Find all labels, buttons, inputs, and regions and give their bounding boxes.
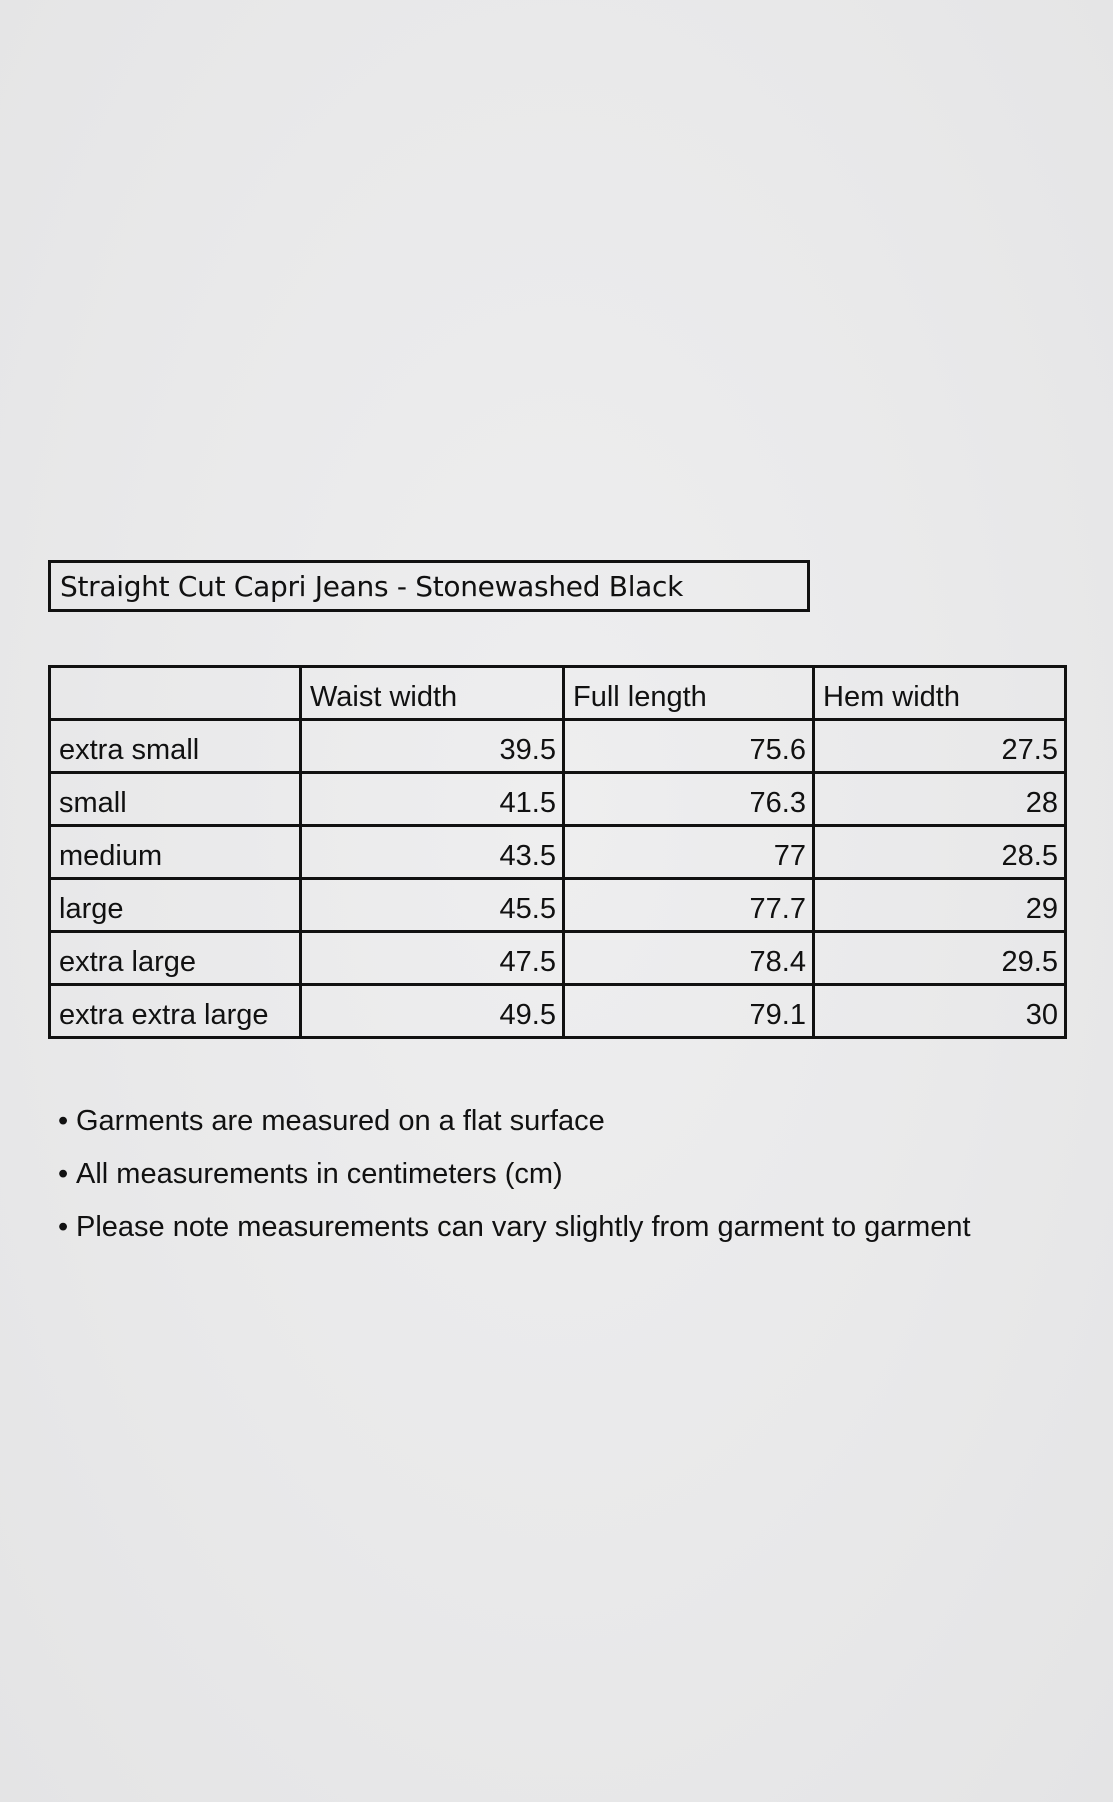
hem-value: 29.5	[814, 932, 1066, 985]
size-label: small	[50, 773, 301, 826]
hem-value: 28.5	[814, 826, 1066, 879]
length-value: 77.7	[564, 879, 814, 932]
table-row	[50, 720, 1066, 773]
size-label: extra extra large	[50, 985, 301, 1038]
table-row	[50, 773, 1066, 826]
waist-value: 39.5	[301, 720, 564, 773]
hem-value: 30	[814, 985, 1066, 1038]
note-item	[58, 1148, 971, 1201]
table-row	[50, 879, 1066, 932]
waist-value: 49.5	[301, 985, 564, 1038]
size-chart-table	[48, 665, 1067, 1039]
waist-value: 43.5	[301, 826, 564, 879]
length-value: 77	[564, 826, 814, 879]
waist-value: 41.5	[301, 773, 564, 826]
waist-value: 47.5	[301, 932, 564, 985]
table-row	[50, 985, 1066, 1038]
note-text: Please note measurements can vary slightly from garment to garment	[76, 1211, 971, 1243]
header-waist-width: Waist width	[301, 667, 564, 720]
product-title: Straight Cut Capri Jeans - Stonewashed Black	[48, 560, 810, 612]
hem-value: 28	[814, 773, 1066, 826]
header-hem-width: Hem width	[814, 667, 1066, 720]
header-full-length: Full length	[564, 667, 814, 720]
table-header-row	[50, 667, 1066, 720]
size-label: extra large	[50, 932, 301, 985]
hem-value: 29	[814, 879, 1066, 932]
size-label: extra small	[50, 720, 301, 773]
table-row	[50, 932, 1066, 985]
note-text: Garments are measured on a flat surface	[76, 1105, 605, 1137]
bullet-icon: •	[58, 1158, 69, 1190]
size-label: medium	[50, 826, 301, 879]
bullet-icon: •	[58, 1105, 69, 1137]
length-value: 75.6	[564, 720, 814, 773]
length-value: 79.1	[564, 985, 814, 1038]
measurement-notes	[58, 1095, 971, 1254]
header-size	[50, 667, 301, 720]
hem-value: 27.5	[814, 720, 1066, 773]
note-text: All measurements in centimeters (cm)	[76, 1158, 563, 1190]
bullet-icon: •	[58, 1211, 69, 1243]
size-label: large	[50, 879, 301, 932]
note-item	[58, 1095, 971, 1148]
note-item	[58, 1201, 971, 1254]
waist-value: 45.5	[301, 879, 564, 932]
length-value: 78.4	[564, 932, 814, 985]
table-row	[50, 826, 1066, 879]
length-value: 76.3	[564, 773, 814, 826]
